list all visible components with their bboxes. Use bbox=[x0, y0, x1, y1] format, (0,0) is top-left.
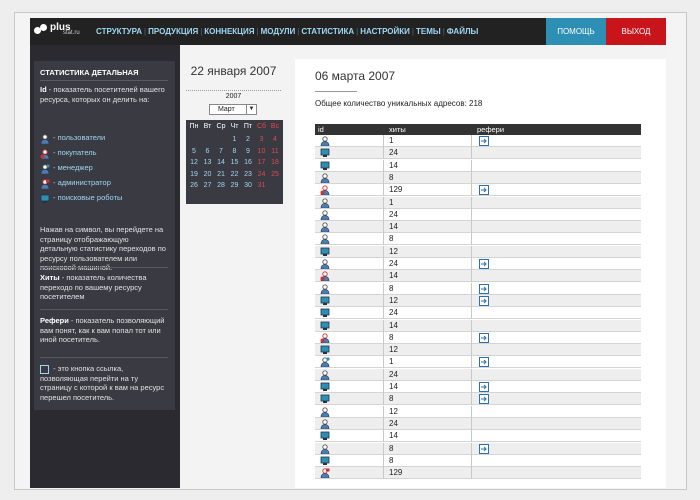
calendar-year: 2007 bbox=[225, 93, 242, 100]
nav-item-2[interactable]: КОННЕКЦИЯ bbox=[204, 27, 255, 36]
calendar-day[interactable]: 28 bbox=[217, 182, 225, 189]
weekday-label: Вс bbox=[270, 123, 280, 130]
current-date: 22 января 2007 bbox=[190, 64, 277, 78]
column-divider bbox=[471, 455, 472, 467]
referrer-link-icon[interactable] bbox=[479, 296, 489, 306]
hits-description bbox=[40, 273, 168, 302]
table-row bbox=[315, 430, 641, 442]
column-divider bbox=[383, 467, 384, 479]
divider bbox=[186, 90, 281, 91]
calendar-day[interactable]: 31 bbox=[257, 182, 266, 189]
calendar-panel bbox=[180, 45, 287, 488]
hits-value: 1 bbox=[389, 357, 394, 367]
hits-value: 14 bbox=[389, 160, 398, 170]
main-area bbox=[287, 45, 666, 488]
table-row bbox=[315, 356, 641, 368]
table-row bbox=[315, 381, 641, 393]
table-row bbox=[315, 147, 641, 159]
divider bbox=[40, 309, 168, 310]
column-divider bbox=[383, 393, 384, 405]
calendar-day[interactable]: 30 bbox=[244, 182, 252, 189]
calendar-day[interactable]: 7 bbox=[219, 147, 223, 155]
calendar-day[interactable]: 20 bbox=[203, 170, 212, 178]
column-divider bbox=[471, 295, 472, 307]
column-divider bbox=[383, 160, 384, 172]
calendar-day[interactable]: 21 bbox=[217, 170, 225, 178]
logo-mark-icon bbox=[34, 24, 48, 36]
hits-value: 14 bbox=[389, 271, 398, 281]
column-divider bbox=[471, 369, 472, 381]
stats-legend-box bbox=[34, 61, 175, 410]
nav-item-5[interactable]: НАСТРОЙКИ bbox=[360, 27, 410, 36]
hits-value: 1 bbox=[389, 136, 394, 145]
divider bbox=[315, 91, 357, 92]
robot-icon[interactable] bbox=[320, 296, 330, 306]
hits-value: 1 bbox=[389, 197, 394, 207]
nav-item-1[interactable]: ПРОДУКЦИЯ bbox=[148, 27, 199, 36]
legend-item-label: - пользователи bbox=[53, 133, 106, 142]
nav-separator: | bbox=[442, 27, 445, 36]
table-row bbox=[315, 184, 641, 196]
hits-value: 24 bbox=[389, 308, 398, 318]
hits-value: 14 bbox=[389, 382, 398, 391]
robot-icon[interactable] bbox=[320, 161, 330, 171]
calendar-day[interactable]: 14 bbox=[217, 159, 225, 166]
column-divider bbox=[471, 381, 472, 393]
hits-value: 12 bbox=[389, 295, 398, 305]
table-row bbox=[315, 418, 641, 430]
table-row bbox=[315, 393, 641, 405]
robot-icon[interactable] bbox=[320, 148, 330, 158]
column-divider bbox=[471, 197, 472, 209]
report-title: 06 марта 2007 bbox=[315, 69, 396, 83]
user-icon[interactable] bbox=[320, 407, 330, 417]
hits-value: 14 bbox=[389, 431, 398, 441]
column-divider bbox=[471, 430, 472, 442]
calendar-day[interactable]: 26 bbox=[190, 182, 198, 189]
hits-value: 24 bbox=[389, 259, 398, 268]
legend-item[interactable] bbox=[40, 163, 93, 173]
nav-item-3[interactable]: МОДУЛИ bbox=[260, 27, 296, 36]
column-divider bbox=[471, 135, 472, 147]
click-note: Нажав на символ, вы перейдете на страницу отображающую детальную статистику переходов по ресурсу пользователем или bbox=[40, 225, 166, 263]
logo-subtext: stat.ru bbox=[63, 30, 80, 36]
table-row bbox=[315, 295, 641, 307]
column-divider bbox=[383, 246, 384, 258]
column-divider bbox=[471, 233, 472, 245]
table-row bbox=[315, 406, 641, 418]
table-row bbox=[315, 369, 641, 381]
user-icon[interactable] bbox=[320, 210, 330, 220]
column-divider bbox=[383, 455, 384, 467]
calendar-day[interactable]: 11 bbox=[271, 147, 279, 155]
robot-icon[interactable] bbox=[320, 431, 330, 441]
referrer-link-icon[interactable] bbox=[479, 333, 489, 343]
column-divider bbox=[383, 233, 384, 245]
user-icon[interactable] bbox=[320, 419, 330, 429]
table-row bbox=[315, 320, 641, 332]
manager-icon[interactable] bbox=[320, 357, 330, 367]
ref-desc-text: - показатель позволяющий вам понят, как к вам попал тот или иной посетитель. bbox=[40, 316, 165, 344]
column-divider bbox=[383, 197, 384, 209]
calendar-day[interactable]: 16 bbox=[244, 159, 252, 166]
column-divider bbox=[383, 406, 384, 418]
calendar-day[interactable]: 27 bbox=[203, 182, 212, 189]
hits-value: 24 bbox=[389, 369, 398, 379]
robot-icon[interactable] bbox=[320, 321, 330, 331]
month-value: Март bbox=[218, 106, 235, 113]
manager-icon bbox=[40, 164, 50, 173]
hits-value: 24 bbox=[389, 418, 398, 428]
calendar-day[interactable]: 2 bbox=[246, 136, 250, 143]
admin-icon bbox=[40, 179, 50, 188]
user-icon[interactable] bbox=[320, 136, 330, 146]
referrer-link-icon[interactable] bbox=[479, 357, 489, 367]
referrer-link-icon[interactable] bbox=[479, 284, 489, 294]
calendar-day[interactable]: 22 bbox=[230, 170, 239, 178]
hits-value: 8 bbox=[389, 443, 394, 453]
buyer-icon[interactable] bbox=[320, 185, 330, 195]
divider bbox=[40, 357, 168, 358]
calendar-day[interactable]: 24 bbox=[257, 170, 266, 178]
table-row bbox=[315, 160, 641, 172]
column-divider bbox=[383, 283, 384, 295]
help-button[interactable]: ПОМОЩЬ bbox=[546, 18, 606, 45]
logo[interactable] bbox=[34, 22, 90, 40]
id-description bbox=[40, 85, 168, 104]
table-row bbox=[315, 172, 641, 184]
column-divider bbox=[383, 295, 384, 307]
column-divider bbox=[383, 209, 384, 221]
report-content bbox=[295, 59, 666, 488]
user-icon[interactable] bbox=[320, 234, 330, 244]
user-icon[interactable] bbox=[320, 173, 330, 183]
column-header-hits[interactable]: хиты bbox=[389, 125, 406, 134]
table-row bbox=[315, 258, 641, 270]
column-divider bbox=[471, 283, 472, 295]
nav-separator: | bbox=[256, 27, 259, 36]
hits-term: Хиты bbox=[40, 273, 60, 282]
divider bbox=[40, 267, 168, 268]
referrer-link-icon[interactable] bbox=[479, 185, 489, 195]
nav-item-6[interactable]: ТЕМЫ bbox=[415, 27, 441, 36]
nav-item-7[interactable]: ФАЙЛЫ bbox=[446, 27, 479, 36]
legend-item[interactable] bbox=[40, 178, 111, 188]
table-row bbox=[315, 246, 641, 258]
calendar-day[interactable]: 1 bbox=[232, 136, 237, 143]
hits-value: 8 bbox=[389, 332, 394, 342]
calendar-grid bbox=[186, 120, 283, 204]
user-icon[interactable] bbox=[320, 284, 330, 294]
column-divider bbox=[383, 356, 384, 368]
column-divider bbox=[471, 221, 472, 233]
month-select[interactable] bbox=[209, 104, 257, 115]
calendar-day[interactable]: 12 bbox=[190, 159, 198, 166]
column-divider bbox=[471, 356, 472, 368]
hits-value: 129 bbox=[389, 468, 403, 478]
column-divider bbox=[383, 258, 384, 270]
table-row bbox=[315, 233, 641, 245]
robot-icon[interactable] bbox=[320, 382, 330, 392]
legend-item[interactable] bbox=[40, 133, 105, 143]
nav-separator: | bbox=[144, 27, 147, 36]
calendar-day[interactable]: 6 bbox=[205, 147, 210, 155]
hits-value: 12 bbox=[389, 345, 398, 355]
table-row bbox=[315, 443, 641, 455]
table-row bbox=[315, 455, 641, 467]
chevron-down-icon: ▼ bbox=[246, 105, 256, 114]
user-icon[interactable] bbox=[320, 198, 330, 208]
column-divider bbox=[471, 443, 472, 455]
calendar-day[interactable]: 25 bbox=[271, 170, 279, 178]
column-divider bbox=[471, 258, 472, 270]
column-divider bbox=[383, 381, 384, 393]
calendar-day[interactable]: 10 bbox=[257, 147, 266, 155]
column-divider bbox=[471, 307, 472, 319]
hits-value: 8 bbox=[389, 455, 394, 465]
calendar-day[interactable]: 18 bbox=[271, 159, 279, 166]
hits-value: 8 bbox=[389, 283, 394, 293]
robot-icon[interactable] bbox=[320, 247, 330, 257]
column-divider bbox=[383, 443, 384, 455]
weekday-label: Вт bbox=[203, 123, 212, 130]
robot-icon bbox=[40, 194, 50, 203]
column-divider bbox=[471, 467, 472, 479]
referrer-link-icon[interactable] bbox=[479, 382, 489, 392]
page bbox=[30, 18, 666, 488]
table-row bbox=[315, 344, 641, 356]
table-row bbox=[315, 270, 641, 282]
legend-item-label: - администратор bbox=[53, 178, 111, 187]
ref-description bbox=[40, 316, 168, 345]
calendar-day[interactable]: 13 bbox=[203, 159, 212, 166]
hits-value: 8 bbox=[389, 234, 394, 244]
weekday-label: Пн bbox=[189, 123, 199, 130]
id-term: Id bbox=[40, 85, 47, 94]
column-divider bbox=[383, 221, 384, 233]
user-icon[interactable] bbox=[320, 222, 330, 232]
column-divider bbox=[383, 147, 384, 159]
column-divider bbox=[471, 209, 472, 221]
hits-value: 12 bbox=[389, 406, 398, 416]
legend-item[interactable] bbox=[40, 148, 97, 158]
column-divider bbox=[383, 320, 384, 332]
divider bbox=[40, 80, 168, 81]
weekday-label: Пт bbox=[243, 123, 253, 130]
calendar-day[interactable]: 19 bbox=[190, 170, 198, 178]
id-desc-text: - показатель посетителей вашего ресурса, которых он делить на: bbox=[40, 85, 165, 104]
user-icon bbox=[40, 134, 50, 143]
referrer-link-icon bbox=[40, 365, 49, 374]
column-divider bbox=[471, 406, 472, 418]
calendar-day[interactable]: 23 bbox=[244, 170, 252, 178]
table-row bbox=[315, 209, 641, 221]
table-row bbox=[315, 467, 641, 479]
referrer-link-icon[interactable] bbox=[479, 394, 489, 404]
legend-item[interactable] bbox=[40, 193, 122, 203]
robot-icon[interactable] bbox=[320, 456, 330, 466]
user-icon[interactable] bbox=[320, 259, 330, 269]
table-row bbox=[315, 307, 641, 319]
table-row bbox=[315, 135, 641, 147]
user-icon[interactable] bbox=[320, 370, 330, 380]
table-row bbox=[315, 283, 641, 295]
column-divider bbox=[471, 393, 472, 405]
column-divider bbox=[383, 369, 384, 381]
calendar-day[interactable]: 8 bbox=[232, 147, 237, 155]
calendar-day[interactable]: 3 bbox=[259, 136, 264, 143]
link-note bbox=[40, 364, 168, 402]
weekday-label: Ср bbox=[216, 123, 226, 130]
main-nav bbox=[96, 27, 478, 36]
calendar-day[interactable]: 4 bbox=[273, 136, 277, 143]
column-divider bbox=[471, 160, 472, 172]
buyer-icon bbox=[40, 149, 50, 158]
legend-item-label: - менеджер bbox=[53, 163, 93, 172]
nav-separator: | bbox=[411, 27, 414, 36]
column-divider bbox=[383, 184, 384, 196]
user-icon[interactable] bbox=[320, 444, 330, 454]
column-header-id[interactable]: id bbox=[318, 125, 324, 134]
link-note-text: - это кнопка ссылка, позволяющая перейти на ту страницу с которой к вам на ресурс перешел посетитель. bbox=[40, 364, 165, 402]
column-divider bbox=[471, 320, 472, 332]
calendar-day[interactable]: 29 bbox=[230, 182, 239, 189]
hits-value: 24 bbox=[389, 148, 398, 158]
column-divider bbox=[383, 332, 384, 344]
column-divider bbox=[471, 147, 472, 159]
hits-value: 8 bbox=[389, 172, 394, 182]
ref-term: Рефери bbox=[40, 316, 69, 325]
column-divider bbox=[471, 184, 472, 196]
report-summary: Общее количество уникальных адресов: 218 bbox=[315, 99, 483, 108]
nav-separator: | bbox=[200, 27, 203, 36]
nav-separator: | bbox=[297, 27, 300, 36]
column-divider bbox=[471, 246, 472, 258]
hits-value: 12 bbox=[389, 246, 398, 256]
table-row bbox=[315, 332, 641, 344]
calendar-day[interactable]: 15 bbox=[230, 159, 239, 166]
referrer-link-icon[interactable] bbox=[479, 444, 489, 454]
exit-button[interactable]: ВЫХОД bbox=[606, 18, 666, 45]
column-divider bbox=[471, 270, 472, 282]
hits-value: 14 bbox=[389, 320, 398, 330]
weekday-label: Сб bbox=[256, 123, 267, 130]
hits-value: 129 bbox=[389, 185, 403, 195]
legend-item-label: - покупатель bbox=[53, 148, 97, 157]
legend-heading: СТАТИСТИКА ДЕТАЛЬНАЯ bbox=[40, 68, 139, 77]
robot-icon[interactable] bbox=[320, 394, 330, 404]
column-divider bbox=[471, 344, 472, 356]
hits-value: 14 bbox=[389, 222, 398, 232]
nav-item-4[interactable]: СТАТИСТИКА bbox=[301, 27, 355, 36]
column-divider bbox=[471, 418, 472, 430]
buyer-icon[interactable] bbox=[320, 333, 330, 343]
admin-icon[interactable] bbox=[320, 468, 330, 478]
column-divider bbox=[383, 172, 384, 184]
table-header bbox=[315, 124, 641, 135]
column-divider bbox=[383, 344, 384, 356]
calendar-day[interactable]: 9 bbox=[246, 147, 250, 155]
nav-separator: | bbox=[356, 27, 359, 36]
calendar-day[interactable]: 17 bbox=[257, 159, 266, 166]
referrer-link-icon[interactable] bbox=[479, 259, 489, 269]
table-row bbox=[315, 221, 641, 233]
legend-item-label: - поисковые роботы bbox=[53, 193, 123, 202]
hits-value: 8 bbox=[389, 394, 394, 404]
robot-icon[interactable] bbox=[320, 308, 330, 318]
logo-text: plus bbox=[50, 22, 71, 33]
column-divider bbox=[383, 430, 384, 442]
weekday-label: Чт bbox=[230, 123, 239, 130]
hits-desc-text: - показатель количества переходо по вашему ресурсу посетителем bbox=[40, 273, 147, 301]
robot-icon[interactable] bbox=[320, 345, 330, 355]
nav-item-0[interactable]: СТРУКТУРА bbox=[96, 27, 143, 36]
table-row bbox=[315, 197, 641, 209]
column-divider bbox=[383, 307, 384, 319]
top-bar bbox=[30, 18, 666, 45]
column-divider bbox=[471, 332, 472, 344]
column-header-referrer[interactable]: рефери bbox=[477, 125, 505, 134]
column-divider bbox=[383, 135, 384, 147]
column-divider bbox=[383, 270, 384, 282]
column-divider bbox=[471, 172, 472, 184]
hits-value: 24 bbox=[389, 209, 398, 219]
buyer-icon[interactable] bbox=[320, 271, 330, 281]
calendar-day[interactable]: 5 bbox=[192, 147, 196, 155]
referrer-link-icon[interactable] bbox=[479, 136, 489, 146]
column-divider bbox=[383, 418, 384, 430]
left-panel bbox=[30, 45, 180, 488]
